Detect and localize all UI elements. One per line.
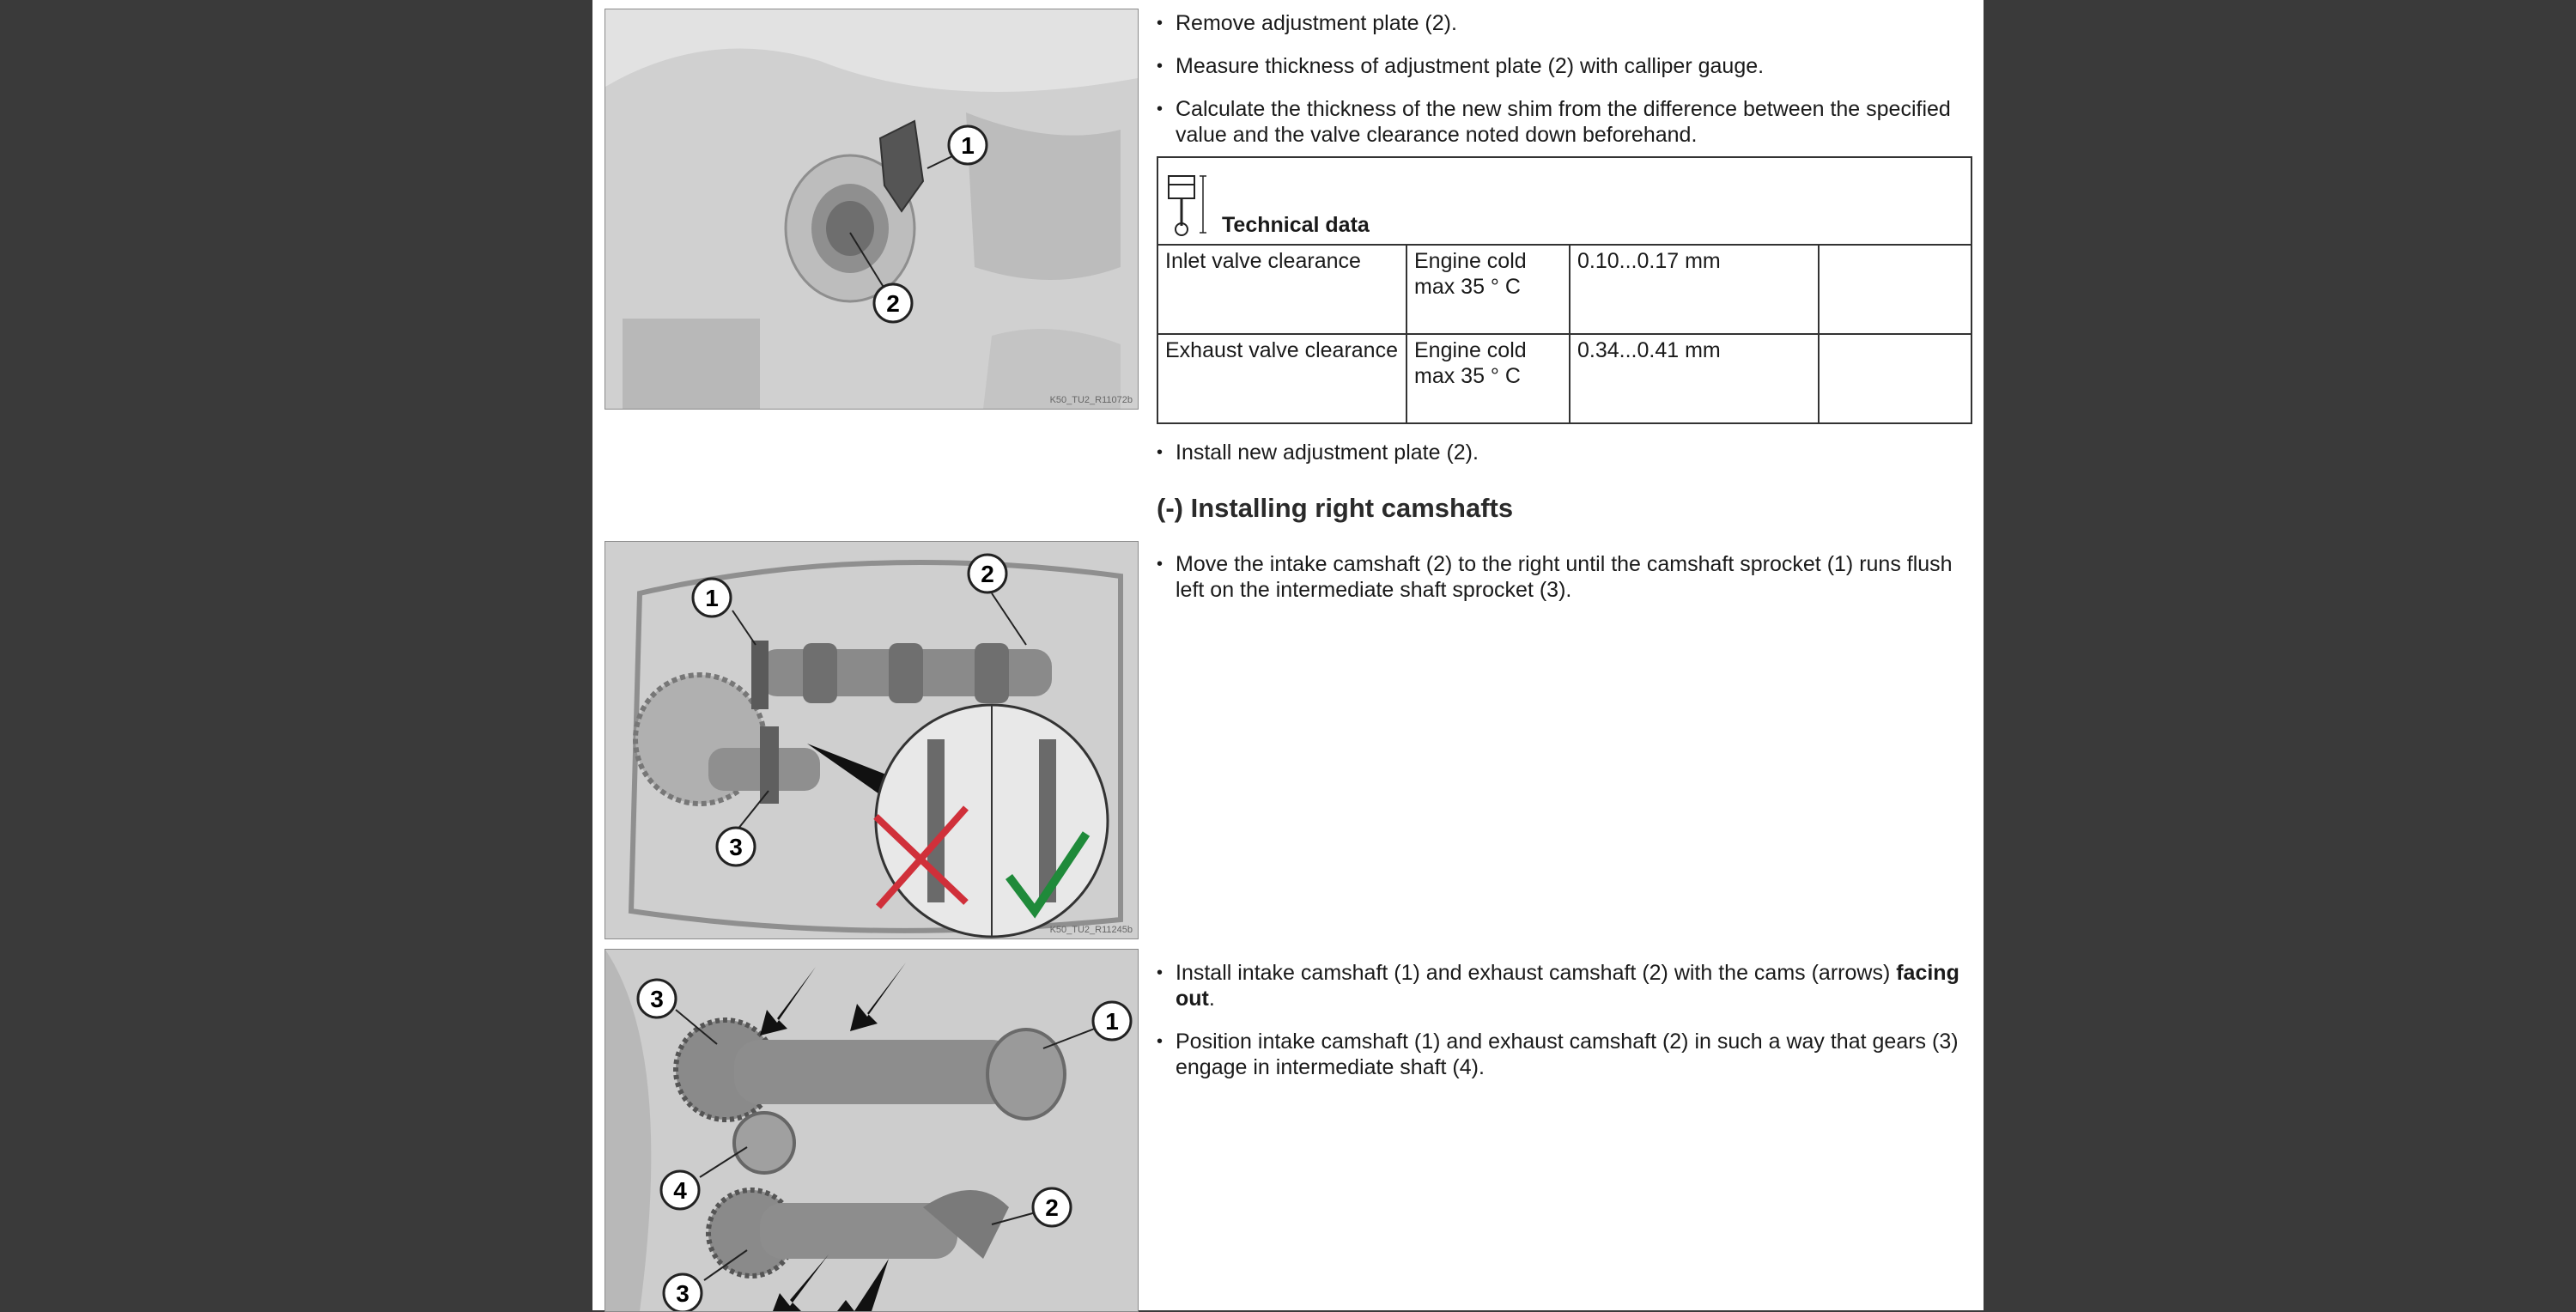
row-condition: Engine cold max 35 ° C	[1406, 245, 1570, 334]
figure-adjustment-plate-illustration	[605, 9, 1138, 409]
row-value: 0.34...0.41 mm	[1570, 334, 1819, 423]
callout-2: 2	[1045, 1194, 1059, 1221]
callout-1: 1	[705, 585, 719, 611]
step-install-camshafts-text: Install intake camshaft (1) and exhaust camshaft (2) with the cams (arrows)	[1176, 961, 1897, 985]
figure-camshaft-alignment-illustration	[605, 542, 1138, 938]
step-install-plate: • Install new adjustment plate (2).	[1157, 440, 1972, 465]
row-label: Inlet valve clearance	[1157, 245, 1406, 334]
callout-2: 2	[886, 290, 900, 317]
table-row	[1157, 245, 1971, 334]
steps-position-camshafts	[1157, 1029, 1972, 1080]
figure-adjustment-plate	[605, 9, 1139, 410]
figure-camshaft-installation	[605, 949, 1139, 1312]
step-move-camshaft: • Move the intake camshaft (2) to the right until the camshaft sprocket (1) runs flush left on the intermediate shaft sprocket (3).	[1157, 551, 1972, 603]
table-row	[1157, 334, 1971, 423]
steps-top-calculate	[1157, 96, 1972, 148]
callout-4: 4	[673, 1177, 687, 1204]
step-measure-plate: • Measure thickness of adjustment plate (2) with calliper gauge.	[1157, 53, 1972, 79]
step-install-camshafts	[1157, 960, 1972, 1011]
technical-data-title: Technical data	[1222, 213, 1370, 237]
piston-gauge-icon	[1165, 173, 1212, 238]
steps-move-camshaft	[1157, 551, 1972, 603]
callout-1: 1	[1105, 1008, 1119, 1035]
callout-1: 1	[961, 132, 975, 159]
step-install-camshafts-end: .	[1208, 987, 1215, 1011]
steps-install-plate	[1157, 440, 1972, 465]
manual-page	[592, 0, 1984, 1310]
row-value: 0.10...0.17 mm	[1570, 245, 1819, 334]
step-position-camshafts: • Position intake camshaft (1) and exhaust camshaft (2) in such a way that gears (3) engage in intermediate shaft (4).	[1157, 1029, 1972, 1080]
figure-code: K50_TU2_R11245b	[1049, 925, 1133, 935]
step-install-camshafts-bold: facing out	[1176, 961, 1959, 1011]
step-calculate-shim: • Calculate the thickness of the new shim from the difference between the specified value and the valve clearance noted down beforehand.	[1157, 96, 1972, 148]
row-empty	[1819, 334, 1971, 423]
steps-install-camshafts	[1157, 960, 1972, 1011]
steps-top	[1157, 10, 1972, 36]
technical-data-table	[1157, 156, 1972, 424]
callout-3: 3	[729, 834, 743, 860]
row-condition: Engine cold max 35 ° C	[1406, 334, 1570, 423]
figure-camshaft-alignment	[605, 541, 1139, 939]
callout-3: 3	[676, 1280, 690, 1307]
figure-code: K50_TU2_R11072b	[1049, 395, 1133, 405]
technical-data-header	[1157, 157, 1971, 245]
steps-top-measure	[1157, 53, 1972, 79]
step-remove-plate: • Remove adjustment plate (2).	[1157, 10, 1972, 36]
section-title: (-) Installing right camshafts	[1157, 493, 1514, 523]
row-label: Exhaust valve clearance	[1157, 334, 1406, 423]
callout-3: 3	[650, 986, 664, 1012]
callout-2: 2	[981, 561, 994, 587]
row-empty	[1819, 245, 1971, 334]
figure-camshaft-installation-illustration	[605, 950, 1138, 1311]
